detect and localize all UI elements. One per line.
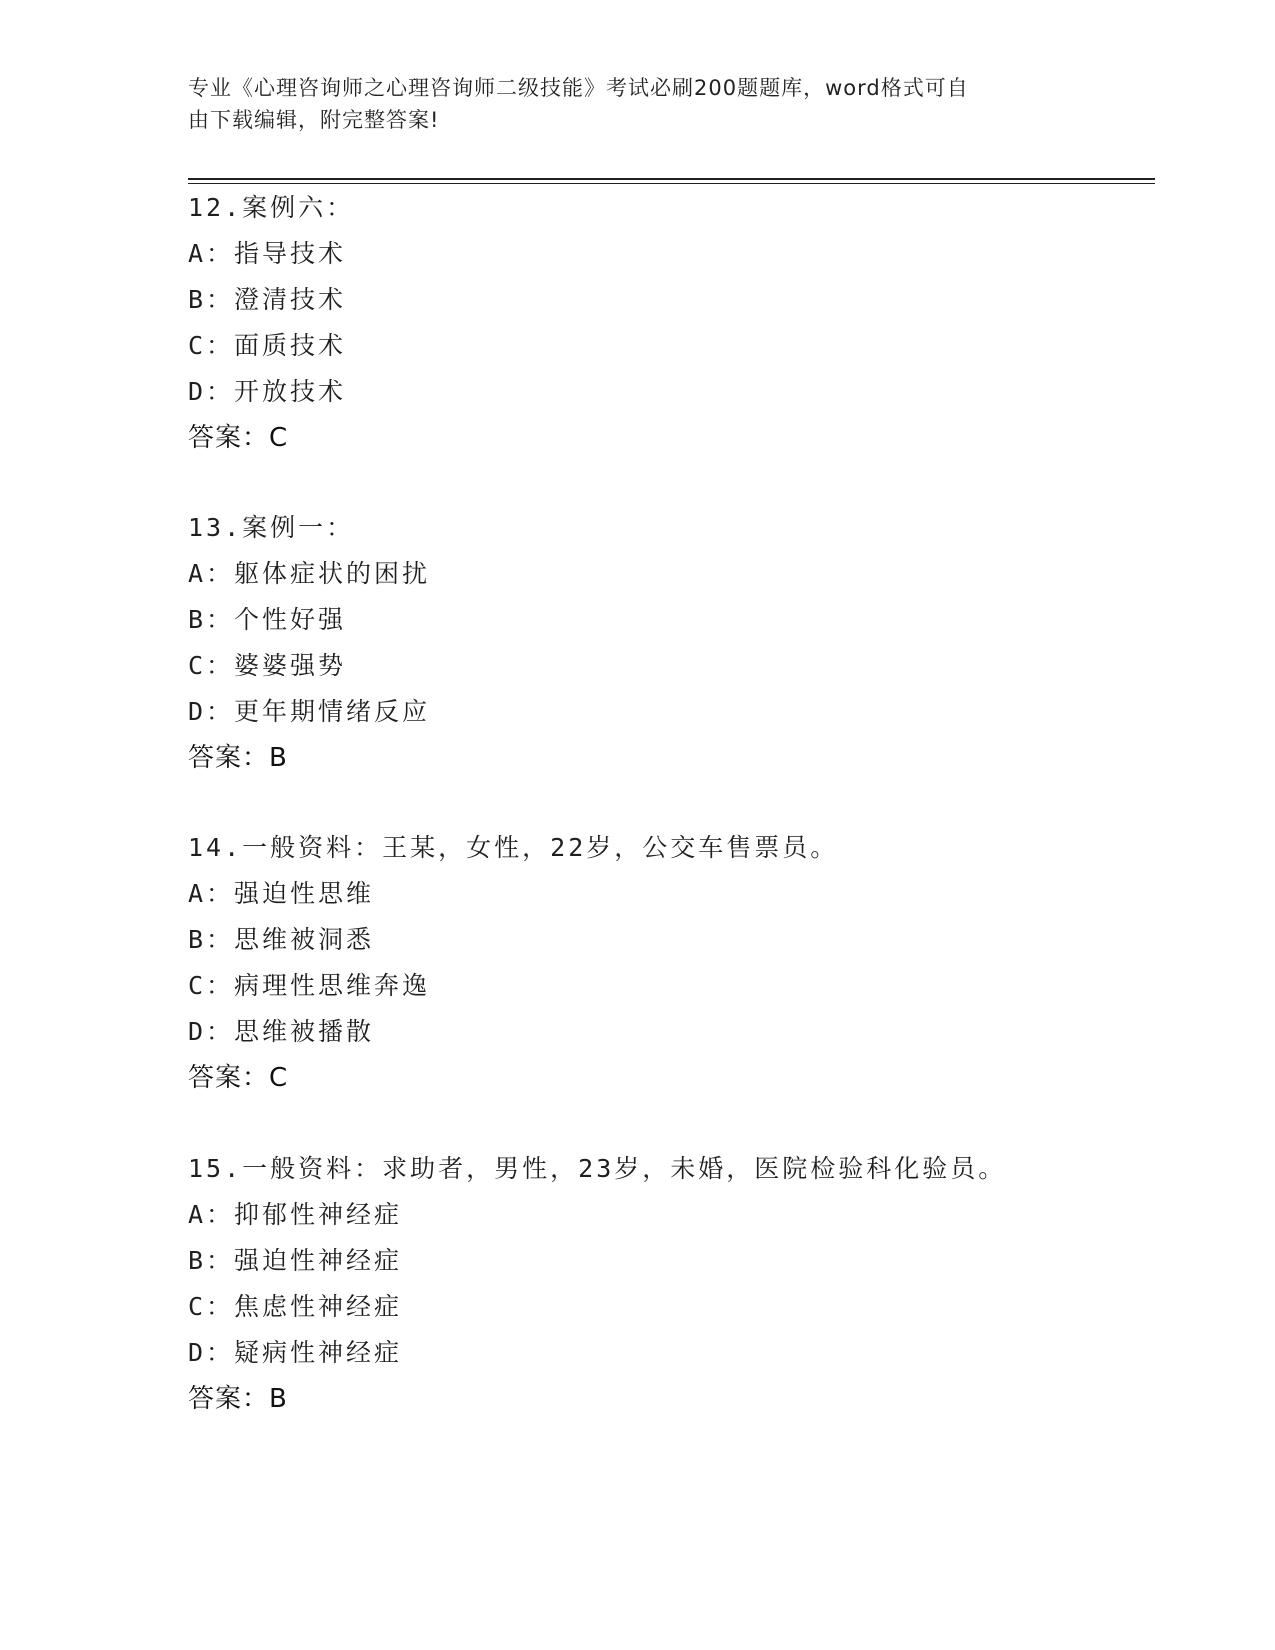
option-b: B：强迫性神经症	[188, 1246, 403, 1275]
header-line-2: 由下载编辑，附完整答案!	[188, 108, 440, 132]
option-c: C：焦虑性神经症	[188, 1292, 403, 1321]
question-title: 12.案例六：	[188, 193, 355, 222]
header-divider-thick	[188, 178, 1155, 180]
question-title: 13.案例一：	[188, 513, 355, 542]
document-header	[188, 72, 1068, 136]
option-b: B：个性好强	[188, 605, 347, 634]
option-d: D：疑病性神经症	[188, 1338, 403, 1367]
answer: 答案：B	[188, 1384, 288, 1414]
option-a: A：指导技术	[188, 239, 347, 268]
option-c: C：病理性思维奔逸	[188, 971, 431, 1000]
option-b: B：思维被洞悉	[188, 925, 375, 954]
option-d: D：更年期情绪反应	[188, 697, 431, 726]
question-block-13	[188, 505, 1088, 781]
option-a: A：躯体症状的困扰	[188, 559, 431, 588]
answer: 答案：C	[188, 1063, 289, 1093]
question-title: 14.一般资料：王某，女性，22岁，公交车售票员。	[188, 833, 839, 862]
question-title: 15.一般资料：求助者，男性，23岁，未婚，医院检验科化验员。	[188, 1154, 1007, 1183]
answer: 答案：B	[188, 743, 288, 773]
option-d: D：思维被播散	[188, 1017, 375, 1046]
option-c: C：婆婆强势	[188, 651, 347, 680]
question-block-12	[188, 185, 1088, 461]
option-d: D：开放技术	[188, 377, 347, 406]
question-block-15	[188, 1146, 1088, 1422]
option-b: B：澄清技术	[188, 285, 347, 314]
option-a: A：强迫性思维	[188, 879, 375, 908]
option-c: C：面质技术	[188, 331, 347, 360]
header-line-1: 专业《心理咨询师之心理咨询师二级技能》考试必刷200题题库，word格式可自	[188, 76, 969, 100]
question-block-14	[188, 825, 1088, 1101]
option-a: A：抑郁性神经症	[188, 1200, 403, 1229]
answer: 答案：C	[188, 423, 289, 453]
header-divider-thin	[188, 183, 1155, 184]
